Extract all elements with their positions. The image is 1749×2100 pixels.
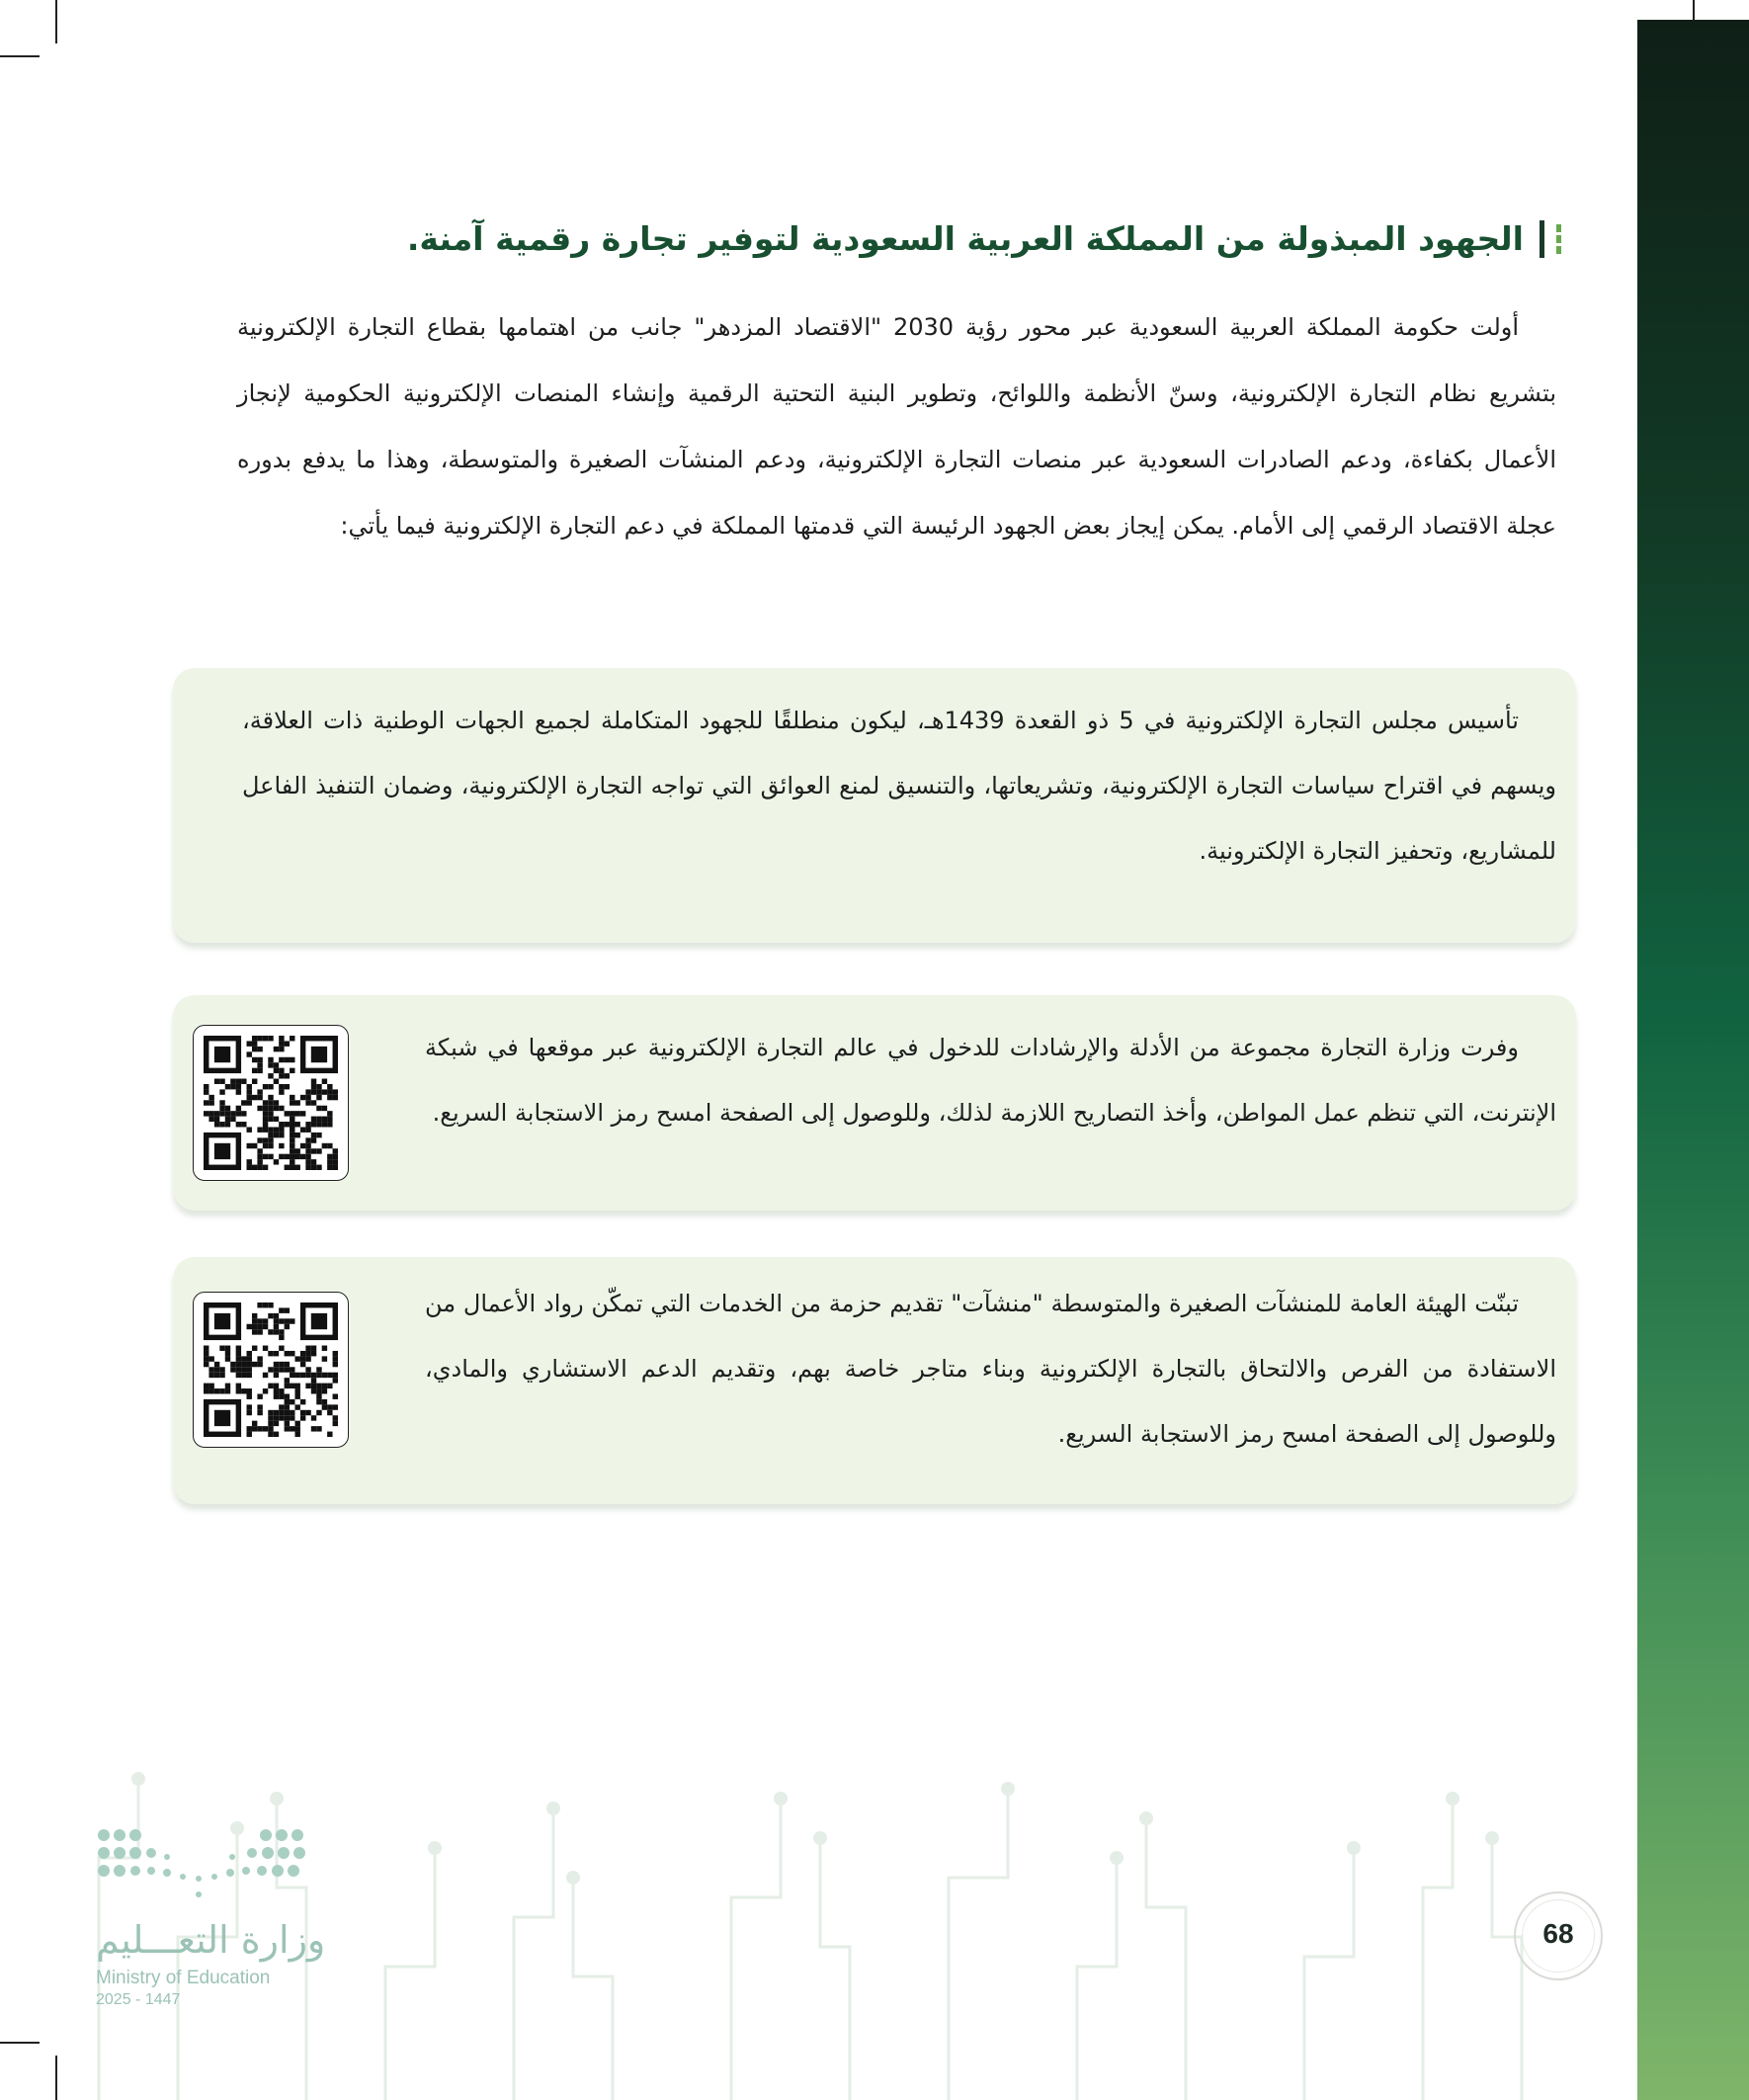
crop-mark	[55, 2056, 57, 2100]
page-number: 68	[1542, 1918, 1574, 1949]
info-card-council	[173, 668, 1576, 943]
card-text: تأسيس مجلس التجارة الإلكترونية في 5 ذو القعدة 1439هـ، ليكون منطلقًا للجهود المتكاملة لجميع الجهات الوطنية ذات العلاقة، ويسهم في اقتراح سياسات التجارة الإلكترونية، وتشريعاتها، والتنسيق لمنع العوائق التي تواجه التجارة الإلكترونية، وضمان التنفيذ الفاعل للمشاريع، وتحفيز التجارة الإلكترونية.	[242, 707, 1556, 865]
heading-marker-icon	[1556, 224, 1561, 254]
info-card-ministry-commerce	[173, 995, 1576, 1211]
crop-mark	[55, 0, 57, 43]
crop-mark	[0, 55, 40, 57]
section-heading	[178, 219, 1561, 259]
ministry-logo	[94, 1823, 331, 2011]
ministry-logo-dots-icon	[94, 1823, 311, 1912]
info-card-monshaat	[173, 1257, 1576, 1504]
qr-code-icon[interactable]	[193, 1025, 349, 1181]
qr-code-icon[interactable]	[193, 1292, 349, 1448]
ministry-name-arabic: وزارة التعـــليم	[96, 1918, 326, 1962]
card-text: وفرت وزارة التجارة مجموعة من الأدلة والإرشادات للدخول في عالم التجارة الإلكترونية عبر موقعها في شبكة الإنترنت، التي تنظم عمل المواطن، وأخذ التصاريح اللازمة لذلك، وللوصول إلى الصفحة امسح رمز الاستجابة السريع.	[425, 1034, 1556, 1127]
ministry-name-english: Ministry of Education	[96, 1968, 271, 1988]
heading-bar	[1540, 220, 1544, 258]
crop-mark	[0, 2042, 40, 2044]
intro-paragraph: أولت حكومة المملكة العربية السعودية عبر محور رؤية 2030 "الاقتصاد المزدهر" جانب من اهتمامها بقطاع التجارة الإلكترونية بتشريع نظام التجارة الإلكترونية، وسنّ الأنظمة واللوائح، وتطوير البنية التحتية الرقمية وإنشاء المنصات الإلكترونية الحكومية لإنجاز الأعمال بكفاءة، ودعم الصادرات السعودية عبر منصات التجارة الإلكترونية، ودعم المنشآت الصغيرة والمتوسطة، وهذا ما يدفع بدوره عجلة الاقتصاد الرقمي إلى الأمام. يمكن إيجاز بعض الجهود الرئيسة التي قدمتها المملكة في دعم التجارة الإلكترونية فيما يأتي:	[237, 313, 1556, 540]
ministry-year: 2025 - 1447	[96, 1991, 181, 2008]
heading-title: الجهود المبذولة من المملكة العربية السعودية لتوفير تجارة رقمية آمنة.	[406, 219, 1524, 258]
side-color-band	[1637, 20, 1749, 2100]
page-number-badge	[1514, 1891, 1603, 1980]
card-text: تبنّت الهيئة العامة للمنشآت الصغيرة والمتوسطة "منشآت" تقديم حزمة من الخدمات التي تمكّن رواد الأعمال من الاستفادة من الفرص والالتحاق بالتجارة الإلكترونية وبناء متاجر خاصة بهم، وتقديم الدعم الاستشاري والمادي، وللوصول إلى الصفحة امسح رمز الاستجابة السريع.	[425, 1290, 1556, 1448]
